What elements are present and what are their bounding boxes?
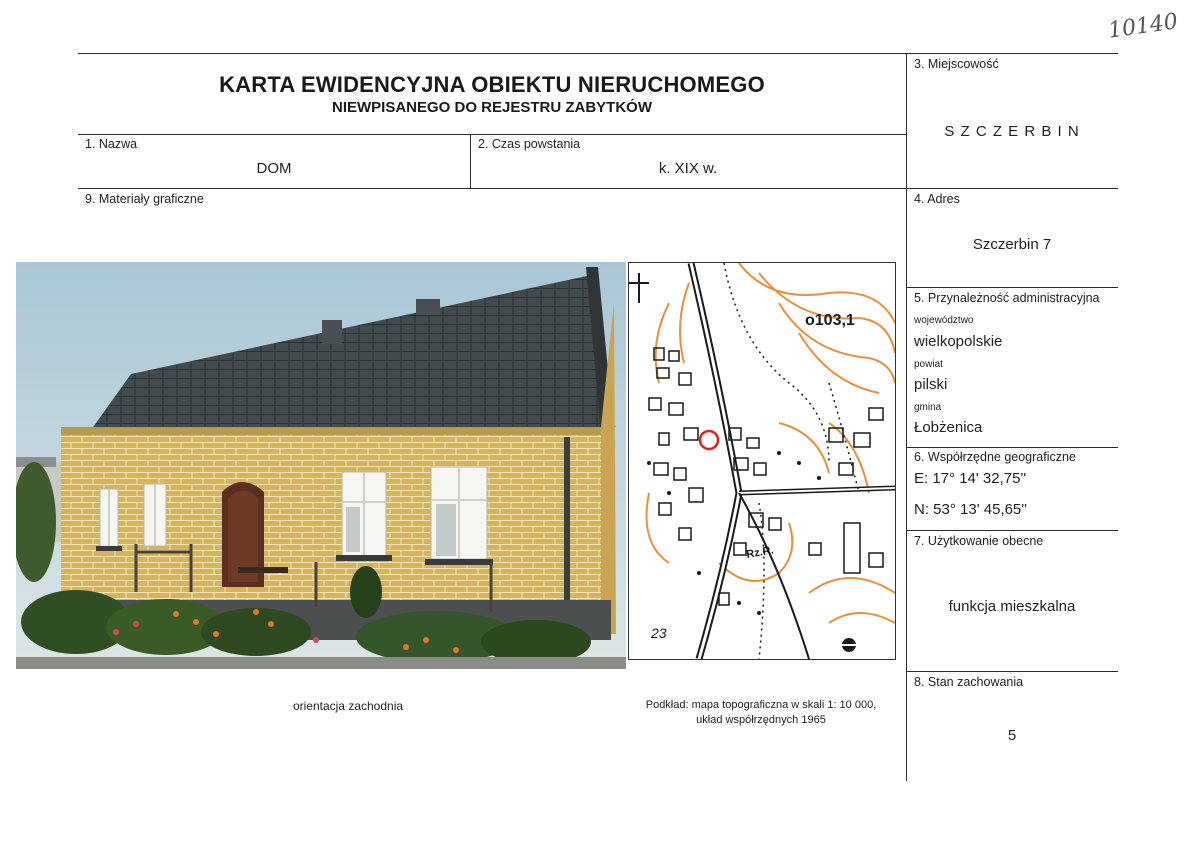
stan-value: 5 — [1007, 727, 1017, 744]
uzytkowanie-value: funkcja mieszkalna — [948, 598, 1076, 615]
adres-value: Szczerbin 7 — [972, 236, 1052, 253]
adres-rule — [906, 287, 1118, 288]
uzytkowanie-label: 7. Użytkowanie obecne — [914, 534, 1044, 548]
uzyt-rule — [906, 530, 1118, 531]
gmina-value: Łobżenica — [914, 419, 983, 436]
wspolrzedne-label: 6. Współrzędne geograficzne — [914, 450, 1076, 464]
wspolrzedne-n: N: 53° 13' 45,65'' — [914, 501, 1027, 518]
map-caption-line2: układ współrzędnych 1965 — [696, 714, 826, 726]
wsp-rule — [906, 447, 1118, 448]
top-rule — [78, 53, 1118, 54]
title-rule — [78, 134, 906, 135]
photo-caption: orientacja zachodnia — [292, 699, 404, 713]
map-height-label: o103,1 — [805, 312, 855, 329]
czas-label: 2. Czas powstania — [478, 137, 581, 151]
topographic-map — [628, 262, 896, 660]
map-road-label: 23 — [651, 625, 667, 641]
nazwa-value: DOM — [256, 160, 292, 177]
handwritten-number: 10140 — [1106, 9, 1180, 44]
stan-rule — [906, 671, 1118, 672]
materialy-label: 9. Materiały graficzne — [85, 192, 204, 206]
wojewodztwo-value: wielkopolskie — [914, 333, 1003, 350]
miejscowosc-label: 3. Miejscowość — [914, 57, 999, 71]
powiat-label: powiat — [914, 359, 943, 370]
row1-rule — [78, 188, 1118, 189]
document-subtitle: NIEWPISANEGO DO REJESTRU ZABYTKÓW — [331, 99, 653, 116]
wojewodztwo-label: województwo — [914, 315, 974, 326]
map-river-label: Rz.R. — [745, 544, 775, 561]
gmina-label: gmina — [914, 402, 942, 413]
miejscowosc-value: S Z C Z E R B I N — [944, 123, 1080, 140]
wspolrzedne-e: E: 17° 14' 32,75'' — [914, 470, 1027, 487]
house-photo — [16, 262, 626, 669]
przynaleznosc-label: 5. Przynależność administracyjna — [914, 291, 1100, 305]
document-title: KARTA EWIDENCYJNA OBIEKTU NIERUCHOMEGO — [219, 72, 765, 97]
nazwa-label: 1. Nazwa — [85, 137, 138, 151]
adres-label: 4. Adres — [914, 192, 960, 206]
czas-value: k. XIX w. — [658, 160, 718, 177]
stan-label: 8. Stan zachowania — [914, 675, 1024, 689]
map-caption-line1: Podkład: mapa topograficzna w skali 1: 10 000, — [645, 699, 877, 711]
powiat-value: pilski — [914, 376, 948, 393]
